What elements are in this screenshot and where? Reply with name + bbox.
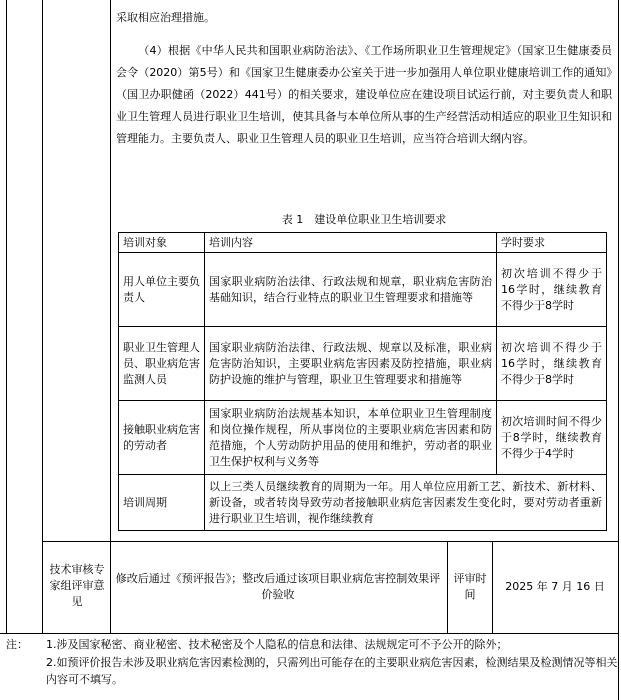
body-line-top: 采取相应治理措施。 [116,11,215,24]
table-caption: 表 1 建设单位职业卫生培训要求 [281,213,447,226]
row-content: 国家职业病防治法律、行政法规、规章以及标准，职业病危害防治知识，主要职业病危害因素及防控措施，职业病防护设施的维护与管理，职业卫生管理要求和措施等 [205,327,497,401]
notes-top-line [0,633,619,634]
row-target: 职业卫生管理人员、职业病危害监测人员 [119,327,205,401]
cycle-label: 培训周期 [119,475,205,531]
row-content: 国家职业病防治法律、行政法规和规章，职业病危害防治基础知识，结合行业特点的职业卫生管理要求和措施等 [205,253,497,327]
review-top-line [42,541,619,542]
table-row [119,327,607,401]
header-target: 培训对象 [119,233,205,253]
frame-content-line [110,0,111,634]
body-paragraph-4 [116,40,612,150]
review-label: 技术审核专家组评审意见 [49,563,105,608]
frame-left-line [6,0,7,634]
row-content: 国家职业病防治法规基本知识，本单位职业卫生管理制度和岗位操作规程，所从事岗位的主要职业病危害因素和防范措施，个人劳动防护用品的使用和维护，劳动者的职业卫生保护权利与义务等 [205,401,497,475]
cycle-content: 以上三类人员继续教育的周期为一年。用人单位应用新工艺、新技术、新材料、新设备，或者转岗导致劳动者接触职业病危害因素发生变化时，要对劳动者重新进行职业卫生培训，视作继续教育 [205,475,607,531]
row-hours: 初次培训时间不得少于8学时，继续教育不得少于4学时 [497,401,607,475]
paragraph-4-text: （4）根据《中华人民共和国职业病防治法》、《工作场所职业卫生管理规定》（国家卫生健康委员会令（2020）第5号）和《国家卫生健康委办公室关于进一步加强用人单位职业健康培训工作的通知》（国卫办职健函（2022）441号）的相关要求，建设单位应在建设项目试运行前，对主要负责人和职业卫生管理人员进行职业卫生培训，使其具备与本单位所从事的生产经营活动相适应的职业卫生知识和管理能力。主要负责人、职业卫生管理人员的职业卫生培训，应当符合培训大纲内容。 [116,44,612,145]
table-header-row [119,233,607,253]
table-row [119,253,607,327]
review-date: 2025 年 7 月 16 日 [505,580,605,593]
review-opinion: 修改后通过《预评报告》；整改后通过该项目职业病危害控制效果评价验收 [115,572,441,601]
row-target: 接触职业病危害的劳动者 [119,401,205,475]
header-hours: 学时要求 [497,233,607,253]
row-hours: 初次培训不得少于16学时，继续教育不得少于8学时 [497,253,607,327]
review-divider-1 [447,541,448,634]
row-target: 用人单位主要负责人 [119,253,205,327]
review-divider-2 [492,541,493,634]
note-item-1: 1.涉及国家秘密、商业秘密、技术秘密及个人隐私的信息和法律、法规规定可不予公开的除外； [46,638,508,651]
row-hours: 初次培训不得少于16学时，继续教育不得少于8学时 [497,327,607,401]
training-table [118,232,607,531]
frame-right-line [618,0,619,700]
table-row [119,401,607,475]
header-content: 培训内容 [205,233,497,253]
frame-inner-line [42,0,43,634]
table-row-cycle [119,475,607,531]
notes-label: 注： [6,638,28,651]
note-item-2: 2.如预评价报告未涉及职业病危害因素检测的，只需列出可能存在的主要职业病危害因素，检测结果及检测情况等相关内容可不填写。 [46,656,618,686]
review-date-label: 评审时间 [453,572,487,601]
